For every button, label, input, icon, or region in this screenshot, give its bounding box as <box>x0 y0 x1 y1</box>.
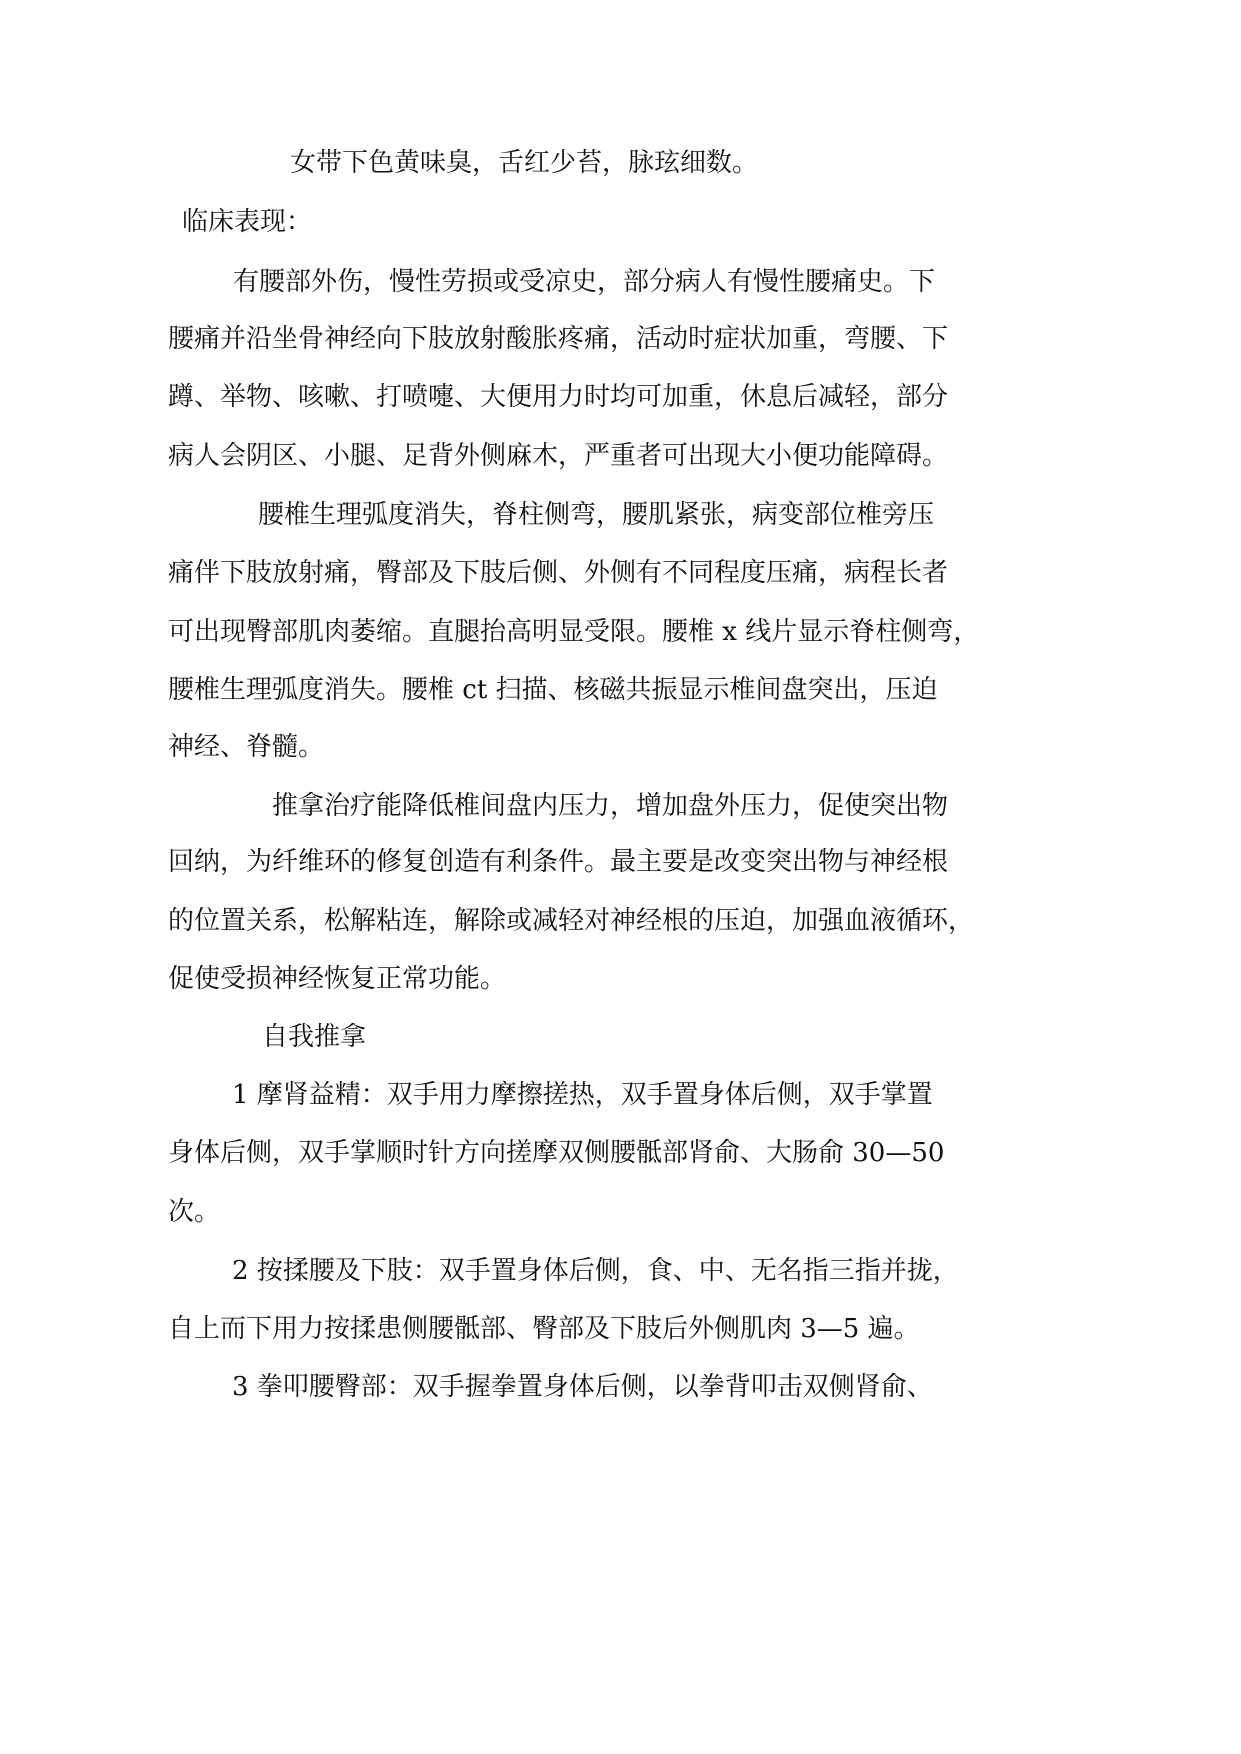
paragraph-line: 1 摩肾益精：双手用力摩擦搓热，双手置身体后侧，双手掌置 <box>232 1080 933 1110</box>
paragraph-line: 2 按揉腰及下肢：双手置身体后侧，食、中、无名指三指并拢， <box>232 1256 959 1286</box>
section-heading-self-massage: 自我推拿 <box>262 1022 367 1052</box>
paragraph-line: 女带下色黄味臭，舌红少苔，脉玹细数。 <box>290 148 759 178</box>
section-heading-clinical: 临床表现： <box>182 207 313 237</box>
paragraph-line: 病人会阴区、小腿、足背外侧麻木，严重者可出现大小便功能障碍。 <box>168 441 949 471</box>
paragraph-line: 身体后侧，双手掌顺时针方向搓摩双侧腰骶部肾俞、大肠俞 30—50 <box>168 1138 945 1168</box>
paragraph-line: 次。 <box>168 1197 221 1227</box>
paragraph-line: 自上而下用力按揉患侧腰骶部、臀部及下肢后外侧肌肉 3—5 遍。 <box>168 1314 920 1344</box>
paragraph-line: 蹲、举物、咳嗽、打喷嚏、大便用力时均可加重，休息后减轻，部分 <box>168 382 949 412</box>
paragraph-line: 痛伴下肢放射痛，臀部及下肢后侧、外侧有不同程度压痛，病程长者 <box>168 558 949 588</box>
paragraph-line: 推拿治疗能降低椎间盘内压力，增加盘外压力，促使突出物 <box>272 791 949 821</box>
paragraph-line: 腰痛并沿坐骨神经向下肢放射酸胀疼痛，活动时症状加重，弯腰、下 <box>168 324 949 354</box>
paragraph-line: 可出现臀部肌肉萎缩。直腿抬高明显受限。腰椎 x 线片显示脊柱侧弯， <box>168 617 980 647</box>
paragraph-line: 的位置关系，松解粘连，解除或减轻对神经根的压迫，加强血液循环， <box>168 906 975 936</box>
paragraph-line: 回纳，为纤维环的修复创造有利条件。最主要是改变突出物与神经根 <box>168 847 949 877</box>
paragraph-line: 神经、脊髓。 <box>168 732 325 762</box>
paragraph-line: 有腰部外伤，慢性劳损或受凉史，部分病人有慢性腰痛史。下 <box>233 267 936 297</box>
paragraph-line: 促使受损神经恢复正常功能。 <box>168 964 507 994</box>
paragraph-line: 腰椎生理弧度消失，脊柱侧弯，腰肌紧张，病变部位椎旁压 <box>258 500 935 530</box>
paragraph-line: 3 拳叩腰臀部：双手握拳置身体后侧，以拳背叩击双侧肾俞、 <box>232 1372 933 1402</box>
paragraph-line: 腰椎生理弧度消失。腰椎 ct 扫描、核磁共振显示椎间盘突出，压迫 <box>168 675 938 705</box>
